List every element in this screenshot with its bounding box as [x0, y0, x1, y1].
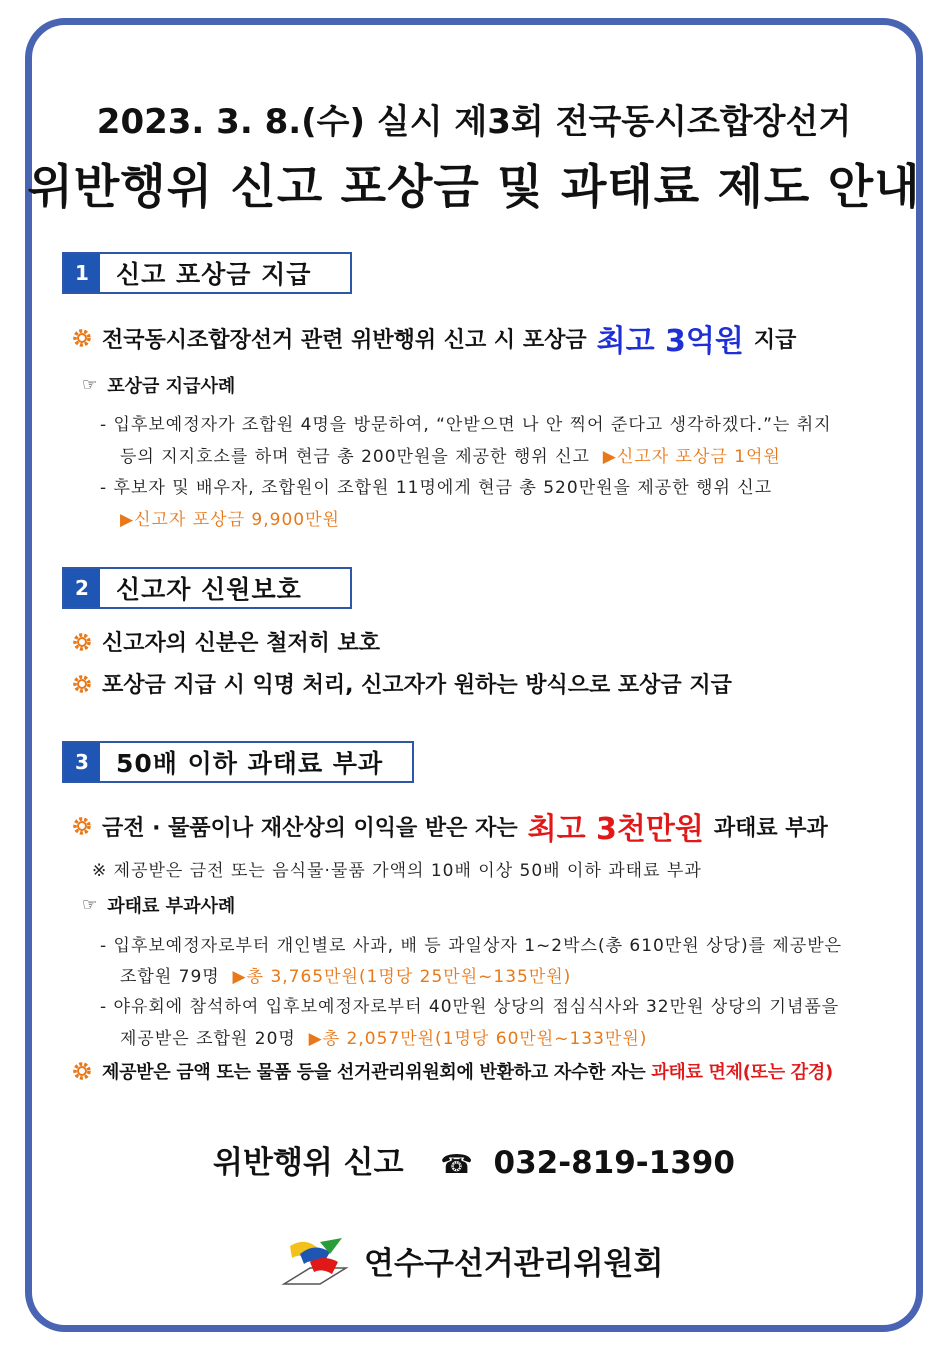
- report-label: 위반행위 신고: [213, 1145, 404, 1181]
- s3-bullet2-highlight: 과태료 면제(또는 감경): [651, 1062, 833, 1083]
- triangle-icon: ▶: [302, 1029, 323, 1049]
- triangle-icon: ▶: [226, 967, 247, 987]
- header-line1: 2023. 3. 8.(수) 실시 제3회 전국동시조합장선거: [96, 102, 852, 142]
- section-2-header: [62, 567, 352, 609]
- s1-case1-line2-text: 등의 지지호소를 하며 현금 총 200만원을 제공한 행위 신고: [120, 447, 590, 467]
- header-line2: 위반행위 신고 포상금 및 과태료 제도 안내: [27, 160, 921, 215]
- telephone-icon: ☎: [440, 1150, 473, 1180]
- s3-bullet2-pre: 제공받은 금액 또는 물품 등을 선거관리위원회에 반환하고 자수한 자는: [102, 1062, 646, 1083]
- section-title: 50배 이하 과태료 부과: [116, 749, 384, 778]
- s1-case1-reward: 신고자 포상금 1억원: [616, 447, 781, 467]
- s2-bullet2: [72, 668, 732, 699]
- gear-bullet-icon: [72, 674, 92, 694]
- s1-case2-line2: [120, 505, 340, 530]
- s2-bullet2-text: 포상금 지급 시 익명 처리, 신고자가 원하는 방식으로 포상금 지급: [102, 673, 732, 698]
- s1-bullet-highlight: 최고 3억원: [596, 324, 744, 359]
- s3-subtitle: [82, 892, 235, 918]
- report-line: [0, 1137, 948, 1182]
- gear-bullet-icon: [72, 632, 92, 652]
- s3-bullet2: [72, 1058, 833, 1084]
- pointing-hand-icon: ☞: [82, 375, 98, 395]
- gear-bullet-icon: [72, 328, 92, 348]
- organization: [280, 1232, 663, 1288]
- s1-bullet-post: 지급: [753, 327, 797, 353]
- s1-bullet: [72, 316, 796, 360]
- s3-case1-line2: [120, 962, 571, 987]
- triangle-icon: ▶: [120, 510, 135, 530]
- gear-bullet-icon: [72, 1061, 92, 1081]
- s3-bullet1-highlight: 최고 3천만원: [527, 812, 704, 847]
- s1-case1-line2: [120, 442, 781, 467]
- s2-bullet1: [72, 626, 380, 657]
- s3-case2-line2: [120, 1024, 647, 1049]
- s3-case2-line2-text: 제공받은 조합원 20명: [120, 1029, 296, 1049]
- section-number: 1: [64, 254, 100, 292]
- triangle-icon: ▶: [596, 447, 617, 467]
- s1-subtitle: [82, 372, 235, 398]
- gear-bullet-icon: [72, 816, 92, 836]
- s3-case2-line1: - 야유회에 참석하여 입후보예정자로부터 40만원 상당의 점심식사와 32만원 상당의 기념품을: [100, 997, 840, 1017]
- s3-case1-line1: - 입후보예정자로부터 개인별로 사과, 배 등 과일상자 1~2박스(총 610만원 상당)를 제공받은: [100, 936, 843, 956]
- section-number: 3: [64, 743, 100, 781]
- s3-bullet1: [72, 804, 828, 848]
- s1-case2-reward: 신고자 포상금 9,900만원: [134, 510, 340, 530]
- s3-bullet1-post: 과태료 부과: [713, 815, 828, 841]
- section-1-header: [62, 252, 352, 294]
- section-title: 신고자 신원보호: [116, 575, 302, 604]
- s3-case1-line2-text: 조합원 79명: [120, 967, 220, 987]
- s3-note: ※ 제공받은 금전 또는 음식물·물품 가액의 10배 이상 50배 이하 과태료 부과: [92, 861, 702, 881]
- section-title: 신고 포상금 지급: [116, 260, 312, 289]
- s3-case1-fine: 총 3,765만원(1명당 25만원~135만원): [246, 967, 572, 987]
- org-name: 연수구선거관리위원회: [364, 1245, 664, 1282]
- s1-subtitle-text: 포상금 지급사례: [107, 376, 236, 397]
- s3-case2-fine: 총 2,057만원(1명당 60만원~133만원): [322, 1029, 648, 1049]
- report-phone[interactable]: 032-819-1390: [493, 1145, 735, 1181]
- s2-bullet1-text: 신고자의 신분은 철저히 보호: [102, 631, 381, 656]
- s1-bullet-pre: 전국동시조합장선거 관련 위반행위 신고 시 포상금: [102, 327, 587, 353]
- pointing-hand-icon: ☞: [82, 895, 98, 915]
- s1-case2-line1: - 후보자 및 배우자, 조합원이 조합원 11명에게 현금 총 520만원을 제공한 행위 신고: [100, 478, 773, 498]
- s1-case1-line1: - 입후보예정자가 조합원 4명을 방문하여, “안받으면 나 안 찍어 준다고 생각하겠다.”는 취지: [100, 415, 832, 435]
- s3-bullet1-pre: 금전 · 물품이나 재산상의 이익을 받은 자는: [102, 815, 518, 841]
- section-3-header: [62, 741, 414, 783]
- section-number: 2: [64, 569, 100, 607]
- election-commission-logo-icon: [280, 1232, 350, 1288]
- s3-subtitle-text: 과태료 부과사례: [107, 896, 236, 917]
